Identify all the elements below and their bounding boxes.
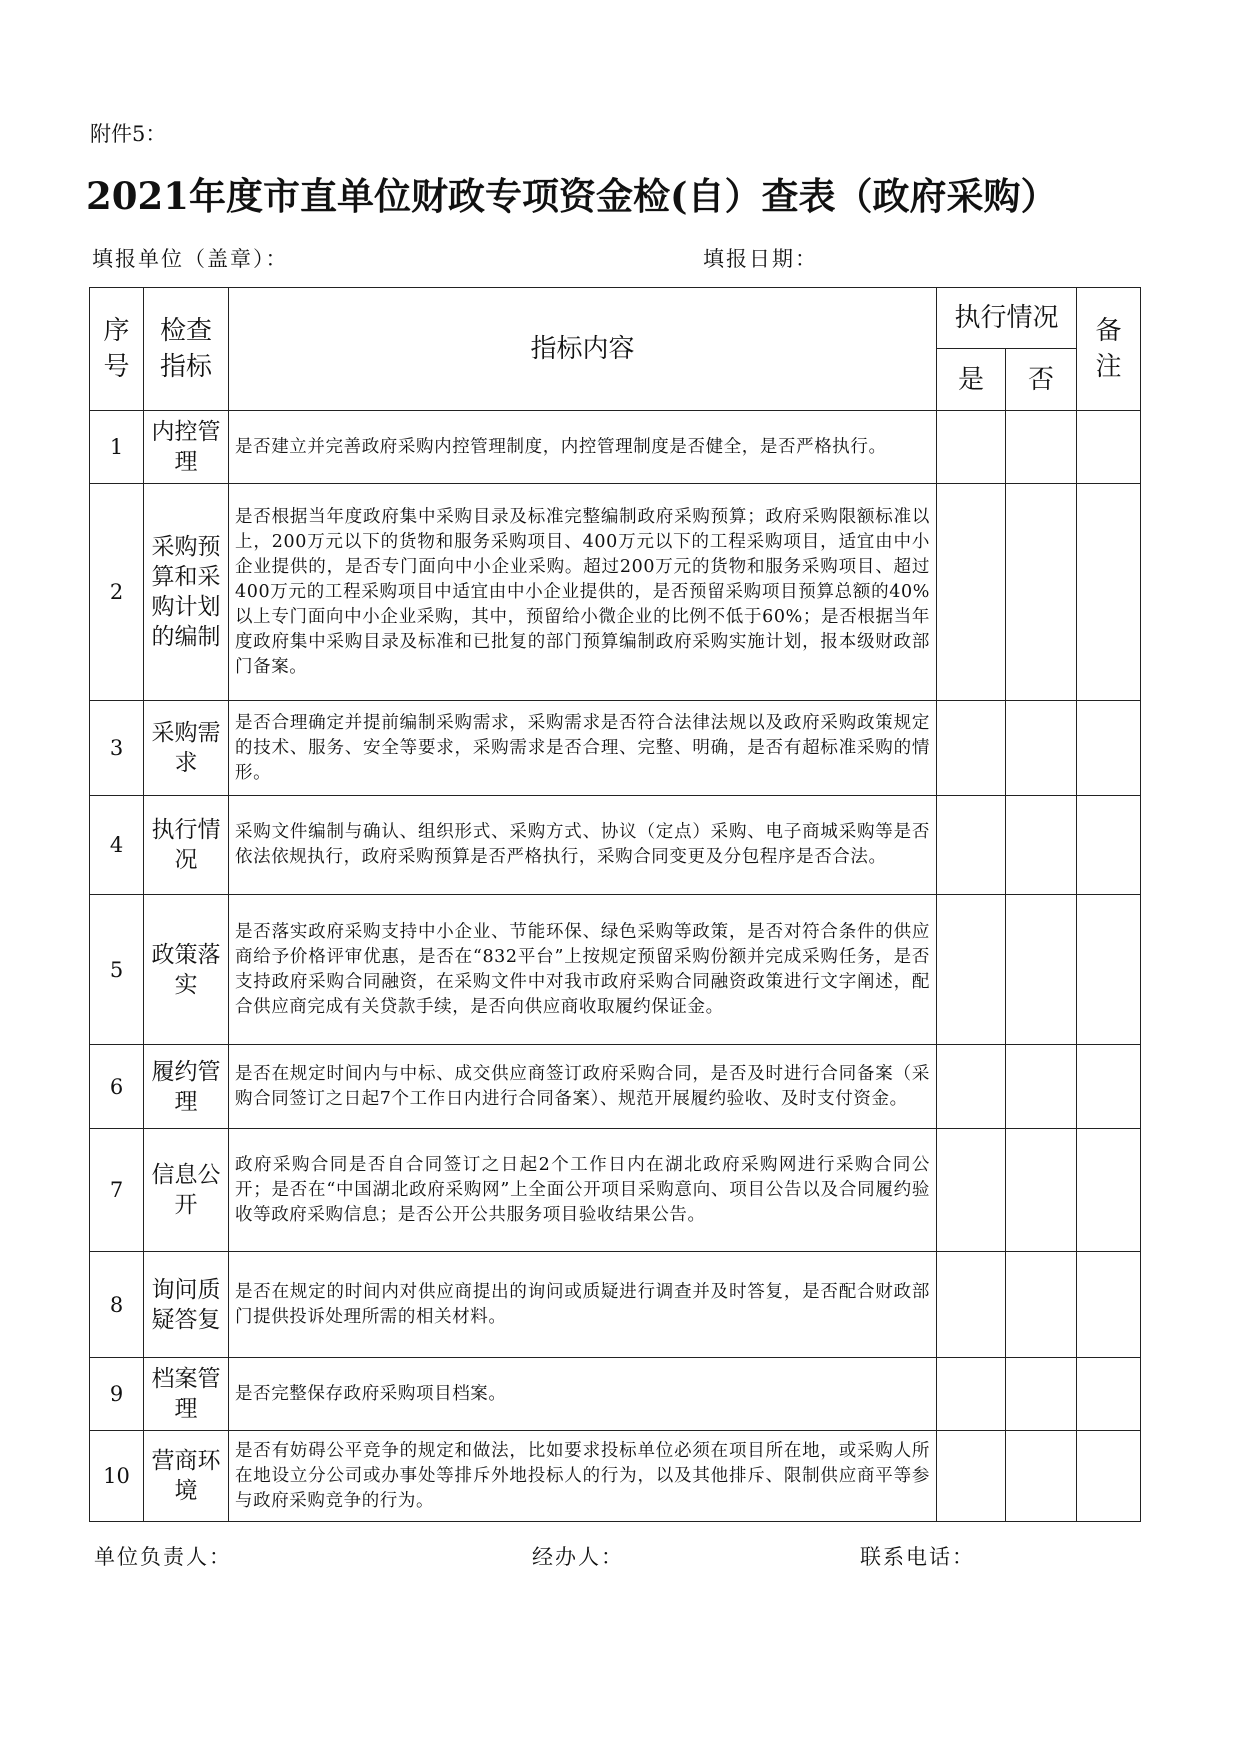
header-execution: 执行情况: [937, 288, 1077, 349]
row-number: 8: [90, 1252, 144, 1358]
row-yes-cell[interactable]: [937, 796, 1006, 895]
row-remark-cell[interactable]: [1077, 1129, 1141, 1252]
fill-unit-label: 填报单位（盖章）：: [92, 247, 289, 271]
row-number: 6: [90, 1045, 144, 1129]
row-yes-cell[interactable]: [937, 1252, 1006, 1358]
row-yes-cell[interactable]: [937, 701, 1006, 796]
row-yes-cell[interactable]: [937, 484, 1006, 701]
row-remark-cell[interactable]: [1077, 1252, 1141, 1358]
row-number: 7: [90, 1129, 144, 1252]
row-yes-cell[interactable]: [937, 1045, 1006, 1129]
row-remark-cell[interactable]: [1077, 1358, 1141, 1431]
row-no-cell[interactable]: [1006, 701, 1077, 796]
row-indicator: 采购需求: [144, 701, 229, 796]
row-no-cell[interactable]: [1006, 895, 1077, 1045]
footer-phone: 联系电话：: [860, 1545, 975, 1569]
row-indicator: 政策落实: [144, 895, 229, 1045]
row-yes-cell[interactable]: [937, 1431, 1006, 1522]
row-no-cell[interactable]: [1006, 1129, 1077, 1252]
fill-date-label: 填报日期：: [703, 247, 818, 271]
row-no-cell[interactable]: [1006, 484, 1077, 701]
row-content: 是否根据当年度政府集中采购目录及标准完整编制政府采购预算；政府采购限额标准以上，200万元以下的货物和服务采购项目、400万元以下的工程采购项目，适宜由中小企业提供的，是否专门面向中小企业采购。超过200万元的货物和服务采购项目、超过400万元的工程采购项目中适宜由中小企业提供的，是否预留采购项目预算总额的40%以上专门面向中小企业采购，其中，预留给小微企业的比例不低于60%；是否根据当年度政府集中采购目录及标准和已批复的部门预算编制政府采购实施计划，报本级财政部门备案。: [229, 484, 937, 701]
row-indicator: 询问质疑答复: [144, 1252, 229, 1358]
row-no-cell[interactable]: [1006, 1045, 1077, 1129]
row-number: 4: [90, 796, 144, 895]
row-remark-cell[interactable]: [1077, 1045, 1141, 1129]
inspection-table: [89, 287, 1141, 1522]
row-content: 是否在规定时间内与中标、成交供应商签订政府采购合同，是否及时进行合同备案（采购合同签订之日起7个工作日内进行合同备案）、规范开展履约验收、及时支付资金。: [229, 1045, 937, 1129]
row-indicator: 信息公开: [144, 1129, 229, 1252]
row-content: 采购文件编制与确认、组织形式、采购方式、协议（定点）采购、电子商城采购等是否依法依规执行，政府采购预算是否严格执行，采购合同变更及分包程序是否合法。: [229, 796, 937, 895]
table-row: [90, 1129, 1141, 1252]
row-number: 1: [90, 411, 144, 484]
table-row: [90, 701, 1141, 796]
row-content: 是否有妨碍公平竞争的规定和做法，比如要求投标单位必须在项目所在地，或采购人所在地设立分公司或办事处等排斥外地投标人的行为，以及其他排斥、限制供应商平等参与政府采购竞争的行为。: [229, 1431, 937, 1522]
row-remark-cell[interactable]: [1077, 484, 1141, 701]
row-no-cell[interactable]: [1006, 1358, 1077, 1431]
row-number: 5: [90, 895, 144, 1045]
row-indicator: 履约管理: [144, 1045, 229, 1129]
row-content: 是否完整保存政府采购项目档案。: [229, 1358, 937, 1431]
row-content: 是否在规定的时间内对供应商提出的询问或质疑进行调查并及时答复，是否配合财政部门提供投诉处理所需的相关材料。: [229, 1252, 937, 1358]
row-indicator: 营商环境: [144, 1431, 229, 1522]
header-remark: 备注: [1077, 288, 1141, 411]
row-yes-cell[interactable]: [937, 895, 1006, 1045]
table-row: [90, 411, 1141, 484]
row-remark-cell[interactable]: [1077, 701, 1141, 796]
row-indicator: 内控管理: [144, 411, 229, 484]
row-number: 3: [90, 701, 144, 796]
row-indicator: 执行情况: [144, 796, 229, 895]
header-indicator: 检查指标: [144, 288, 229, 411]
row-content: 是否落实政府采购支持中小企业、节能环保、绿色采购等政策，是否对符合条件的供应商给予价格评审优惠，是否在“832平台”上按规定预留采购份额并完成采购任务，是否支持政府采购合同融资，在采购文件中对我市政府采购合同融资政策进行文字阐述，配合供应商完成有关贷款手续，是否向供应商收取履约保证金。: [229, 895, 937, 1045]
attachment-label: 附件5：: [90, 122, 167, 146]
row-content: 是否合理确定并提前编制采购需求，采购需求是否符合法律法规以及政府采购政策规定的技术、服务、安全等要求，采购需求是否合理、完整、明确，是否有超标准采购的情形。: [229, 701, 937, 796]
row-number: 10: [90, 1431, 144, 1522]
row-remark-cell[interactable]: [1077, 796, 1141, 895]
row-no-cell[interactable]: [1006, 411, 1077, 484]
header-yes: 是: [937, 349, 1006, 411]
header-seq: 序号: [90, 288, 144, 411]
row-no-cell[interactable]: [1006, 1431, 1077, 1522]
footer-leader: 单位负责人：: [94, 1545, 232, 1569]
row-number: 2: [90, 484, 144, 701]
row-number: 9: [90, 1358, 144, 1431]
row-remark-cell[interactable]: [1077, 895, 1141, 1045]
row-yes-cell[interactable]: [937, 1129, 1006, 1252]
row-indicator: 采购预算和采购计划的编制: [144, 484, 229, 701]
header-content: 指标内容: [229, 288, 937, 411]
row-yes-cell[interactable]: [937, 1358, 1006, 1431]
header-no: 否: [1006, 349, 1077, 411]
row-content: 政府采购合同是否自合同签订之日起2个工作日内在湖北政府采购网进行采购合同公开；是否在“中国湖北政府采购网”上全面公开项目采购意向、项目公告以及合同履约验收等政府采购信息；是否公开公共服务项目验收结果公告。: [229, 1129, 937, 1252]
page-title: 2021年度市直单位财政专项资金检(自）查表（政府采购）: [86, 174, 1058, 218]
row-no-cell[interactable]: [1006, 1252, 1077, 1358]
table-row: [90, 1358, 1141, 1431]
row-yes-cell[interactable]: [937, 411, 1006, 484]
table-row: [90, 1431, 1141, 1522]
row-remark-cell[interactable]: [1077, 411, 1141, 484]
row-remark-cell[interactable]: [1077, 1431, 1141, 1522]
table-row: [90, 484, 1141, 701]
footer-handler: 经办人：: [532, 1545, 624, 1569]
row-content: 是否建立并完善政府采购内控管理制度，内控管理制度是否健全，是否严格执行。: [229, 411, 937, 484]
row-indicator: 档案管理: [144, 1358, 229, 1431]
row-no-cell[interactable]: [1006, 796, 1077, 895]
table-row: [90, 1252, 1141, 1358]
table-row: [90, 796, 1141, 895]
table-row: [90, 895, 1141, 1045]
table-row: [90, 1045, 1141, 1129]
